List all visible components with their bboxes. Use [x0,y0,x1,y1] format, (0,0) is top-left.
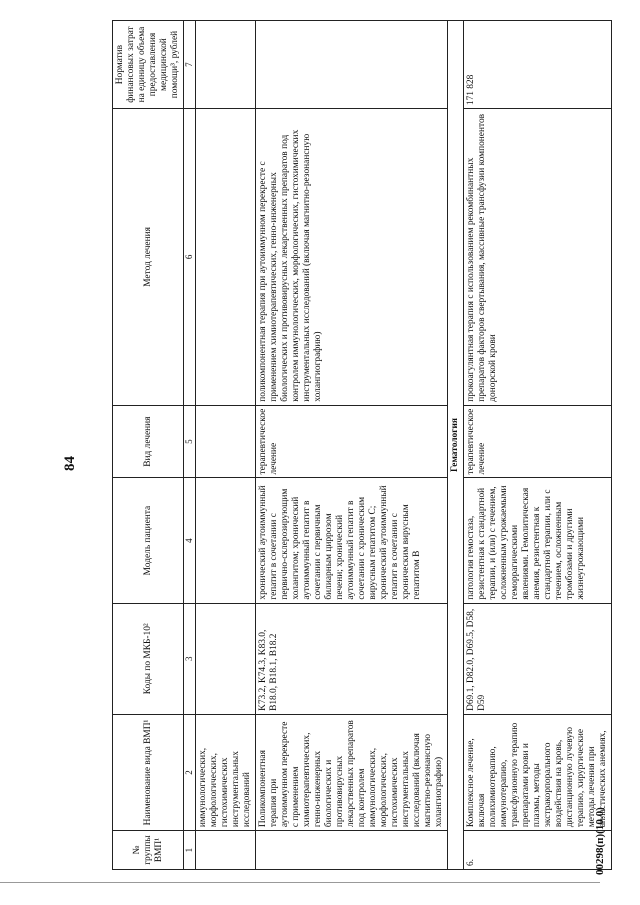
header-treatment-type: Вид лечения [113,405,184,478]
icd-codes-cell: D69.1, D82.0, D69.5, D58, D59 [464,603,612,714]
header-icd-codes: Коды по МКБ-10² [113,603,184,714]
vmp-table [112,20,612,870]
footer-code: 00298(п)(10.0) [594,807,606,875]
patient-model-cell: хронический аутоиммунный гепатит в сочетании с первично-склерозирующим холангитом; хронический аутоиммунный гепатит в сочетании с первичным билиарным циррозом печени; хронический аутоиммунный гепатит в сочетании с хроническим вирусным гепатитом C; хронический аутоиммунный гепатит в сочетании с хроническим вирусным гепатитом B [256,478,448,603]
treatment-type-cell: терапевтическое лечение [256,405,448,478]
vmp-name-cell: Поликомпонентная терапия при аутоиммунном перекресте с применением химиотерапевтических, генно-инженерных биологических и противовирусных лекарственных препаратов под контролем иммунологических, морфологических, гистохимических инструментальных исследований (включая магнитно-резонансную холангиографию) [256,714,448,830]
section-row [448,21,464,870]
header-vmp-name: Наименование вида ВМП¹ [113,714,184,830]
header-treatment-method: Метод лечения [113,109,184,406]
col-number: 3 [184,603,196,714]
header-group-number: № группы ВМП¹ [113,831,184,870]
patient-model-cell: патология гемостаза, резистентная к стандартной терапии, и (или) с течением, осложненным угрожаемыми геморрагическими явлениями. Гемолитическая анемия, резистентная к стандартной терапии, или с течением, осложненным тромбозами и другими жизнеугрожающими [464,478,612,603]
treatment-type-cell: терапевтическое лечение [464,405,612,478]
group-number-cell: 6. [464,831,612,870]
table-row [256,21,448,870]
col-number: 2 [184,714,196,830]
treatment-method-cell: поликомпонентная терапия при аутоиммунном перекресте с применением химиотерапевтических, генно-инженерных биологических и противовирусных лекарственных препаратов под контролем иммунологических, морфологических, гистохимических инструментальных исследований (включая магнитно-резонансную холангиографию) [256,109,448,406]
col-number: 4 [184,478,196,603]
page-number: 84 [62,456,78,471]
col-number: 5 [184,405,196,478]
treatment-method-cell: прокоагулянтная терапия с использованием рекомбинантных препаратов факторов свертывания, массивные трансфузии компонентов донорской крови [464,109,612,406]
col-number: 7 [184,21,196,109]
vmp-name-cell: Комплексное лечение, включая полихимиотерапию, иммунотерапию, трансфузионную терапию препаратами крови и плазмы, методы экстракорпорального воздействия на кровь, дистанционную лучевую терапию, хирургические методы лечения при апластических анемиях, [464,714,612,830]
col-number: 6 [184,109,196,406]
icd-codes-cell: K73.2, K74.3, K83.0, B18.0, B18.1, B18.2 [256,603,448,714]
vmp-name-cell: иммунологических, морфологических, гистохимических инструментальных исследований [196,714,256,830]
column-numbers-row [184,21,196,870]
header-row [113,21,184,870]
margin-rule [0,882,600,883]
table-row [196,21,256,870]
header-financial-norm: Норматив финансовых затрат на единицу объема предоставления медицинской помощи³, рублей [113,21,184,109]
section-title: Гематология [448,21,464,870]
table-row [464,21,612,870]
header-patient-model: Модель пациента [113,478,184,603]
col-number: 1 [184,831,196,870]
financial-norm-cell: 171 828 [464,21,612,109]
